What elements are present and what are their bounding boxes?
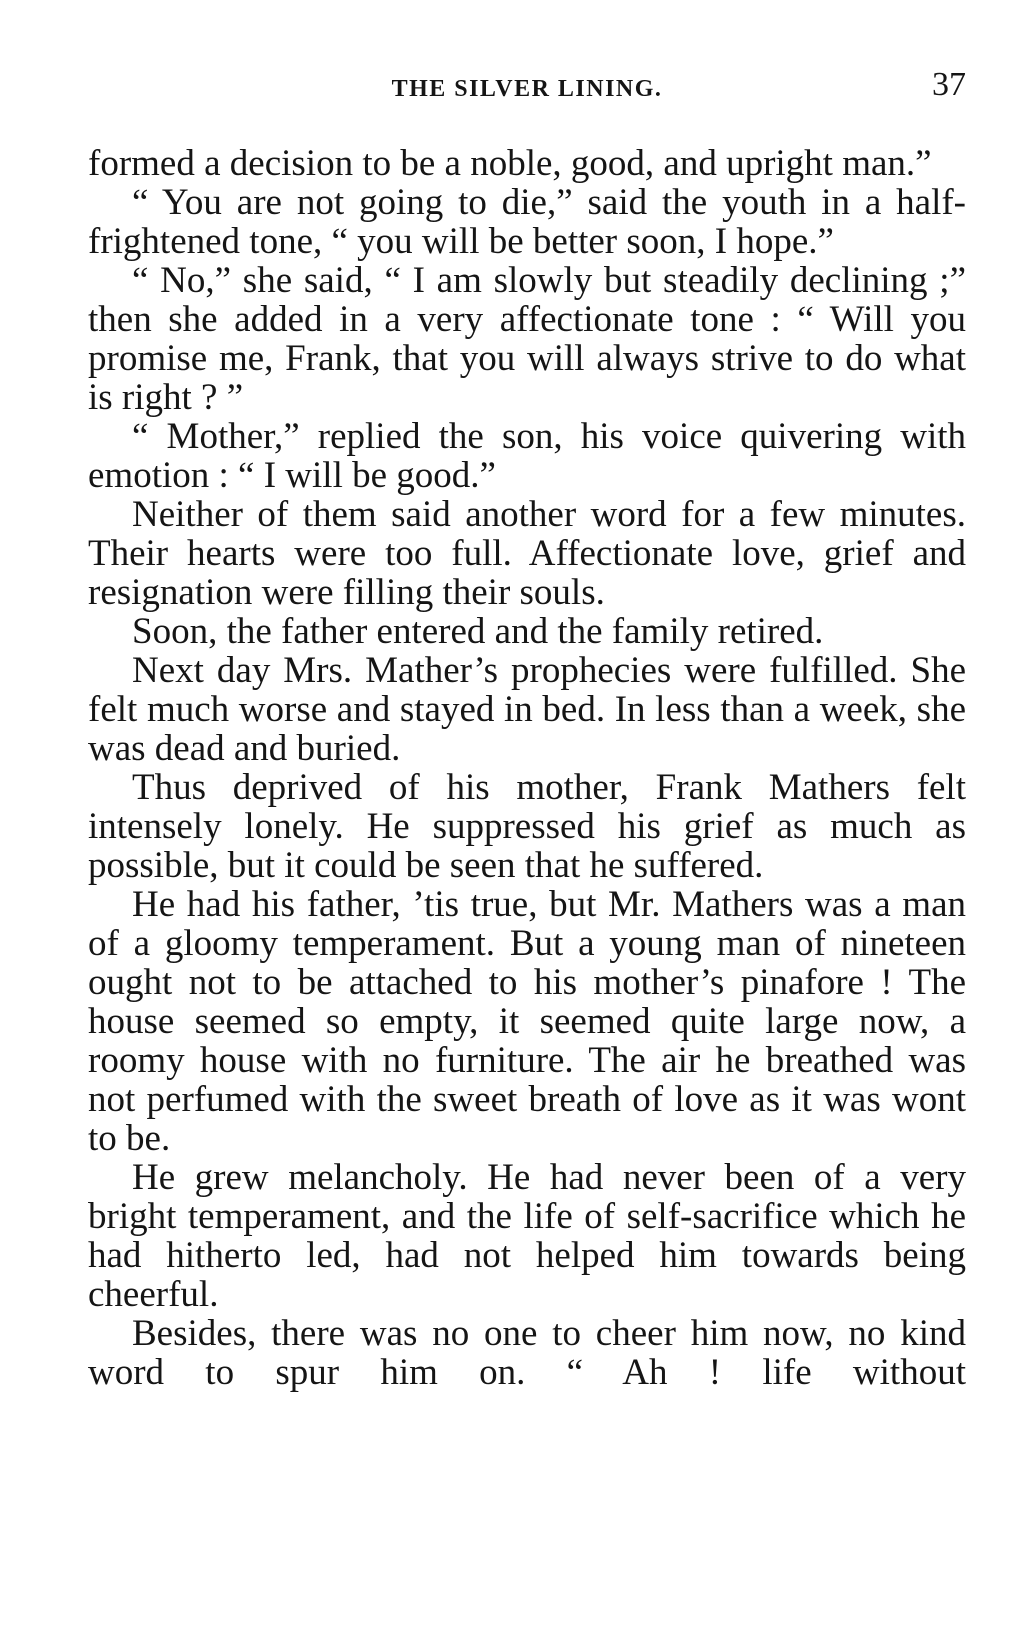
paragraph: Next day Mrs. Mather’s prophecies were fulfilled. She felt much worse and stayed in bed. In less than a week, she was dead and buried. bbox=[88, 650, 966, 769]
paragraph: Neither of them said another word for a few minutes. Their hearts were too full. Affectionate love, grief and resignation were filling their souls. bbox=[88, 494, 966, 613]
paragraph: “ You are not going to die,” said the youth in a half-frightened tone, “ you will be better soon, I hope.” bbox=[88, 182, 966, 262]
paragraph: He had his father, ’tis true, but Mr. Mathers was a man of a gloomy temperament. But a young man of nineteen ought not to be attached to his mother’s pinafore ! The house seemed so empty, it seemed quite large now, a roomy house with no furniture. The air he breathed was not perfumed with the sweet breath of love as it was wont to be. bbox=[88, 884, 966, 1159]
paragraph: Thus deprived of his mother, Frank Mathers felt intensely lonely. He suppressed his grief as much as possible, but it could be seen that he suffered. bbox=[88, 767, 966, 886]
paragraph: “ No,” she said, “ I am slowly but steadily declining ;” then she added in a very affectionate tone : “ Will you promise me, Frank, that you will always strive to do what is right ? ” bbox=[88, 260, 966, 418]
body-text bbox=[88, 144, 966, 1392]
paragraph: Soon, the father entered and the family retired. bbox=[132, 611, 824, 652]
page-header bbox=[88, 66, 966, 118]
paragraph: Besides, there was no one to cheer him now, no kind word to spur him on. “ Ah ! life without bbox=[88, 1313, 966, 1393]
page-number: 37 bbox=[932, 66, 966, 103]
running-title: THE SILVER LINING. bbox=[391, 76, 663, 102]
paragraph: He grew melancholy. He had never been of a very bright temperament, and the life of self-sacrifice which he had hitherto led, had not helped him towards being cheerful. bbox=[88, 1157, 966, 1315]
paragraph: formed a decision to be a noble, good, and upright man.” bbox=[88, 143, 932, 184]
book-page bbox=[88, 66, 966, 1392]
paragraph: “ Mother,” replied the son, his voice quivering with emotion : “ I will be good.” bbox=[88, 416, 966, 496]
